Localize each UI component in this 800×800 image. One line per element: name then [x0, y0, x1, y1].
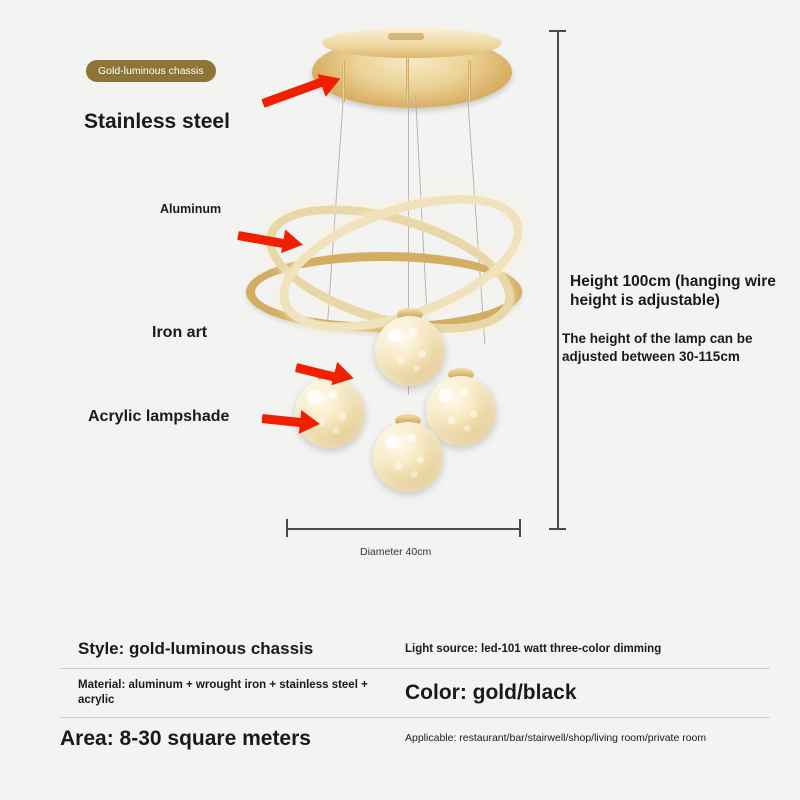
spec-row [60, 718, 770, 760]
height-tick-top [549, 30, 566, 32]
globe-shade [426, 376, 496, 446]
drop-rod [406, 58, 409, 102]
gold-chassis-badge: Gold-luminous chassis [86, 60, 216, 82]
height-dimension-line [557, 30, 559, 530]
spec-light-source: Light source: led-101 watt three-color dimming [405, 642, 662, 655]
diameter-tick-right [519, 519, 521, 537]
spec-row [60, 669, 770, 718]
diameter-dimension-line [287, 528, 520, 530]
spec-material: Material: aluminum + wrought iron + stainless steel + acrylic [78, 679, 368, 706]
drop-rod [468, 60, 471, 102]
callout-label-stainless-steel: Stainless steel [84, 110, 230, 133]
diameter-label: Diameter 40cm [360, 546, 432, 558]
spec-area: Area: 8-30 square meters [60, 726, 311, 750]
height-adjust-note: The height of the lamp can be adjusted between 30-115cm [562, 331, 753, 364]
height-main-label: Height 100cm (hanging wire height is adjustable) [570, 273, 776, 310]
callout-label-acrylic-lampshade: Acrylic lampshade [88, 408, 230, 425]
diameter-tick-left [286, 519, 288, 537]
spec-style: Style: gold-luminous chassis [78, 639, 314, 658]
callout-label-iron-art: Iron art [152, 324, 208, 341]
callout-label-aluminum: Aluminum [160, 202, 222, 216]
drop-rod [342, 60, 345, 102]
spec-applicable: Applicable: restaurant/bar/stairwell/shop/living room/private room [405, 732, 707, 745]
ceiling-plate-slot [388, 33, 424, 40]
height-tick-bottom [549, 528, 566, 530]
spec-color: Color: gold/black [405, 680, 577, 704]
globe-shade [375, 316, 445, 386]
spec-table [60, 630, 770, 760]
spec-row [60, 630, 770, 669]
globe-shade [373, 422, 443, 492]
